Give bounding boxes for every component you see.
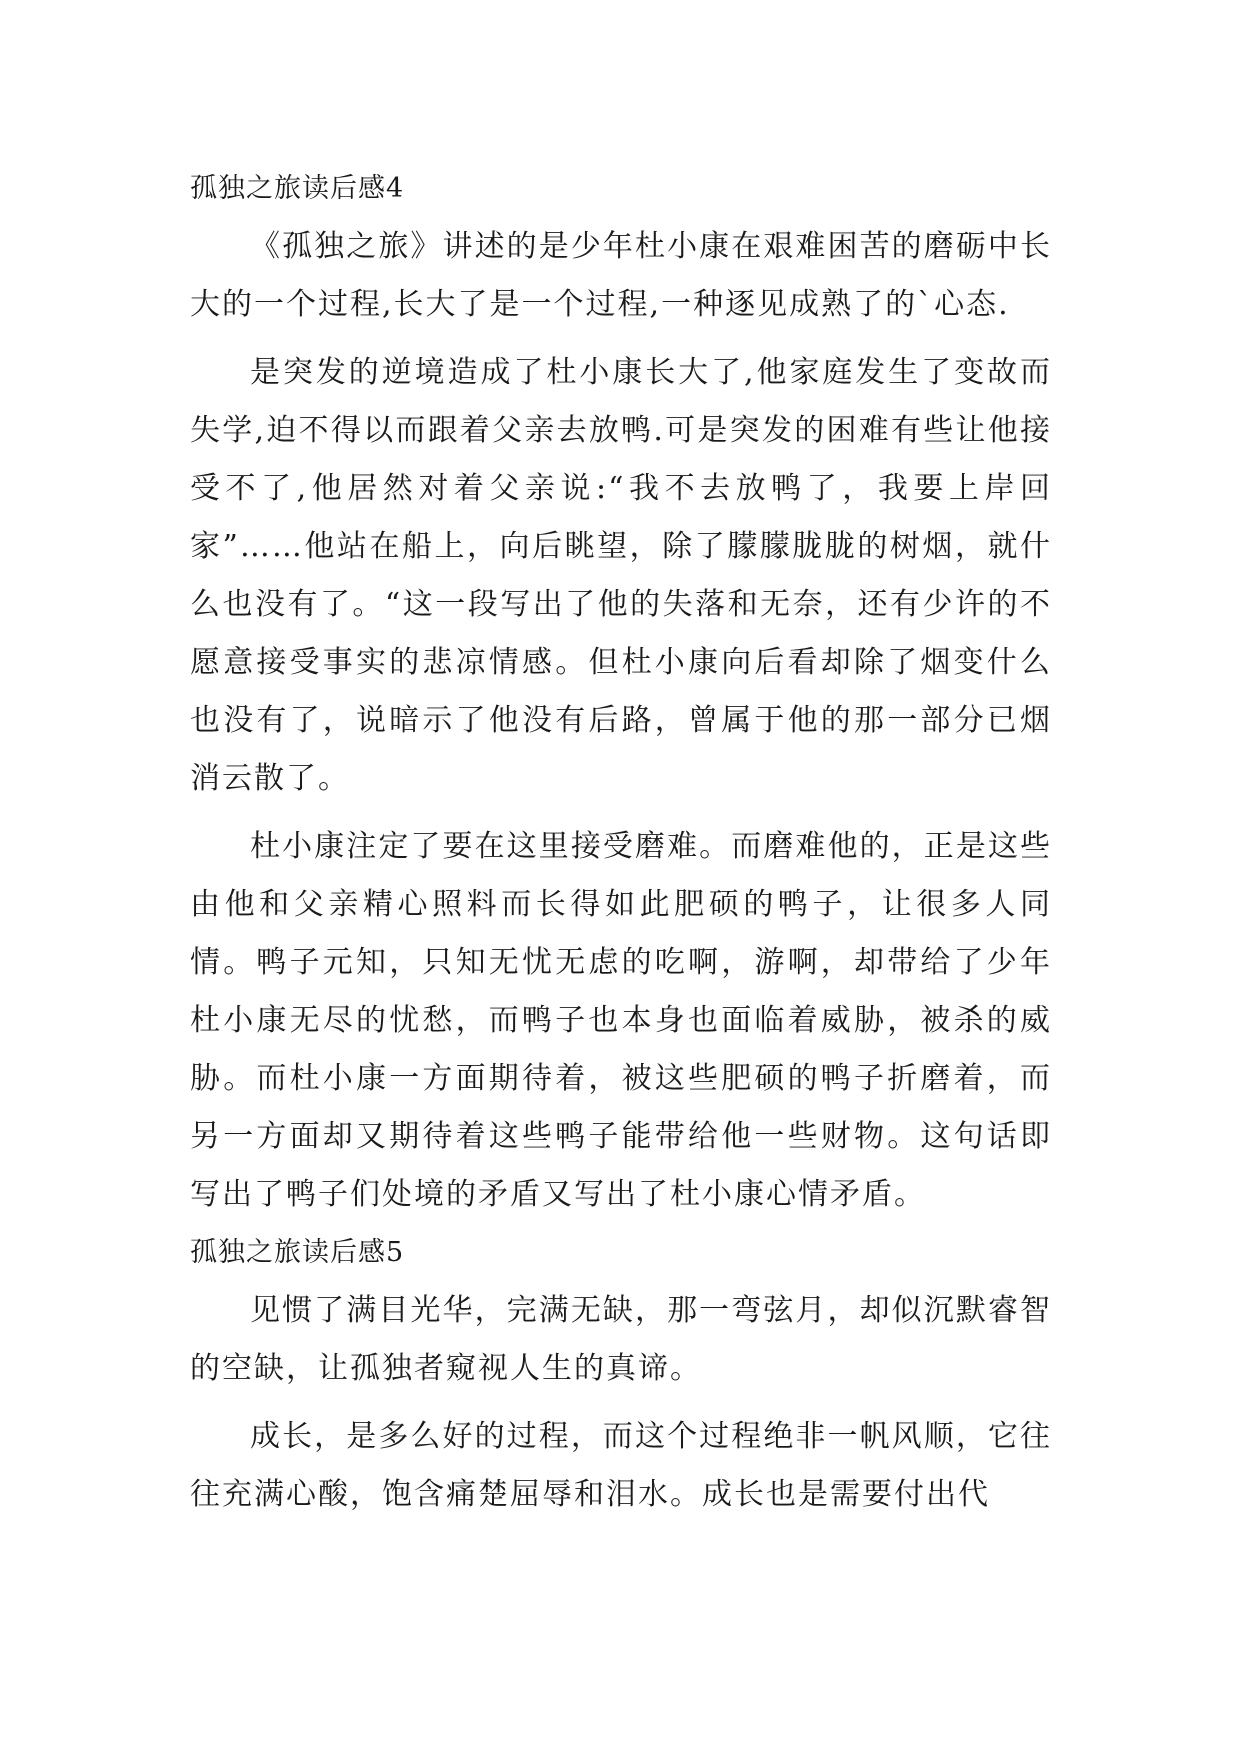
document-body [190,160,1052,1524]
section-4-paragraph-2: 是突发的逆境造成了杜小康长大了,他家庭发生了变故而失学,迫不得以而跟着父亲去放鸭.可是突发的困难有些让他接受不了,他居然对着父亲说:“我不去放鸭了，我要上岸回家”……他站在船上，向后眺望，除了朦朦胧胧的树烟，就什么也没有了。“这一段写出了他的失落和无奈，还有少许的不愿意接受事实的悲凉情感。但杜小康向后看却除了烟变什么也没有了，说暗示了他没有后路，曾属于他的那一部分已烟消云散了。 [190,355,1052,796]
section-4-paragraph-1: 《孤独之旅》讲述的是少年杜小康在艰难困苦的磨砺中长大的一个过程,长大了是一个过程,一种逐见成熟了的`心态. [190,229,1052,322]
section-5-heading: 孤独之旅读后感5 [190,1237,405,1268]
section-4-paragraph-3: 杜小康注定了要在这里接受磨难。而磨难他的，正是这些由他和父亲精心照料而长得如此肥硕的鸭子，让很多人同情。鸭子元知，只知无忧无虑的吃啊，游啊，却带给了少年杜小康无尽的忧愁，而鸭子也本身也面临着威胁，被杀的威胁。而杜小康一方面期待着，被这些肥硕的鸭子折磨着，而另一方面却又期待着这些鸭子能带给他一些财物。这句话即写出了鸭子们处境的矛盾又写出了杜小康心情矛盾。 [190,829,1052,1212]
section-4-heading: 孤独之旅读后感4 [190,173,405,204]
section-5-paragraph-2: 成长，是多么好的过程，而这个过程绝非一帆风顺，它往往充满心酸，饱含痛楚屈辱和泪水。成长也是需要付出代 [190,1419,1052,1512]
section-5-paragraph-1: 见惯了满目光华，完满无缺，那一弯弦月，却似沉默睿智的空缺，让孤独者窥视人生的真谛。 [190,1293,1052,1386]
